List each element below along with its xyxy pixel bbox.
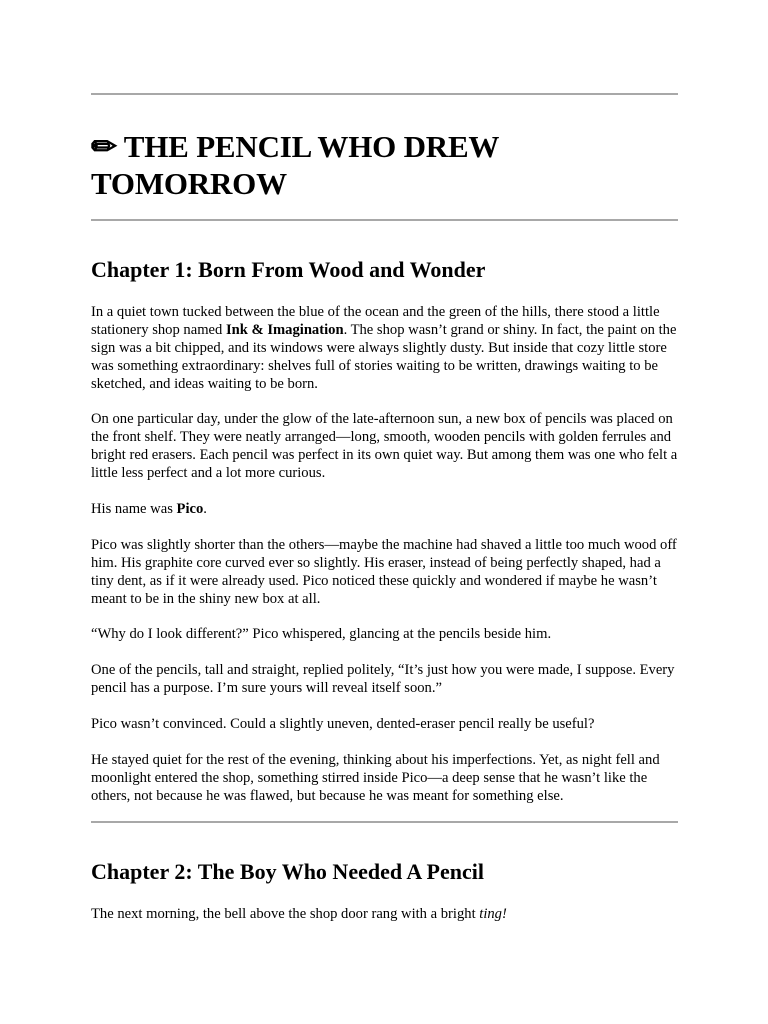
chapter-1-paragraph-7: Pico wasn’t convinced. Could a slightly uneven, dented-eraser pencil really be useful?: [91, 716, 595, 732]
top-divider: [91, 93, 678, 95]
chapter-1-paragraph-1: In a quiet town tucked between the blue of the ocean and the green of the hills, there stood a little stationery shop named Ink & Imagination. The shop wasn’t grand or shiny. In fact, the paint on the sign was a bit chipped, and its windows were always slightly dusty. But inside that cozy little store was something extraordinary: shelves full of stories waiting to be written, drawings waiting to be sketched, and ideas waiting to be born.: [91, 304, 677, 392]
page-title: [91, 128, 678, 202]
pencil-icon: ✏: [91, 129, 117, 164]
chapter-1-paragraph-3: His name was Pico.: [91, 501, 207, 517]
title-divider: [91, 219, 678, 221]
chapter-1-paragraph-8: He stayed quiet for the rest of the evening, thinking about his imperfections. Yet, as night fell and moonlight entered the shop, something stirred inside Pico—a deep sense that he wasn’t like the others, not because he was flawed, but because he was meant for something else.: [91, 752, 660, 804]
chapter-1-paragraph-4: Pico was slightly shorter than the others—maybe the machine had shaved a little too much wood off him. His graphite core curved ever so slightly. His eraser, instead of being perfectly shaped, had a tiny dent, as if it were already used. Pico noticed these quickly and wondered if maybe he wasn’t meant to be in the shiny new box at all.: [91, 537, 677, 607]
chapter-2-heading: Chapter 2: The Boy Who Needed A Pencil: [91, 859, 484, 884]
page-title-text: THE PENCIL WHO DREW TOMORROW: [91, 129, 499, 201]
character-name: Pico: [176, 501, 204, 517]
chapter-1-heading: Chapter 1: Born From Wood and Wonder: [91, 257, 486, 282]
sound-word: ting!: [479, 906, 507, 922]
shop-name: Ink & Imagination: [225, 322, 344, 338]
chapter-1-paragraph-2: On one particular day, under the glow of the late-afternoon sun, a new box of pencils was placed on the front shelf. They were neatly arranged—long, smooth, wooden pencils with golden ferrules and bright red erasers. Each pencil was perfect in its own quiet way. But among them was one who felt a little less perfect and a lot more curious.: [91, 411, 678, 481]
chapter-2-paragraph-1: The next morning, the bell above the shop door rang with a bright ting!: [91, 906, 507, 922]
chapter-1-paragraph-6: One of the pencils, tall and straight, replied politely, “It’s just how you were made, I suppose. Every pencil has a purpose. I’m sure yours will reveal itself soon.”: [91, 662, 675, 696]
chapter-1-paragraph-5: “Why do I look different?” Pico whispered, glancing at the pencils beside him.: [91, 626, 552, 642]
chapter-divider: [91, 821, 678, 823]
